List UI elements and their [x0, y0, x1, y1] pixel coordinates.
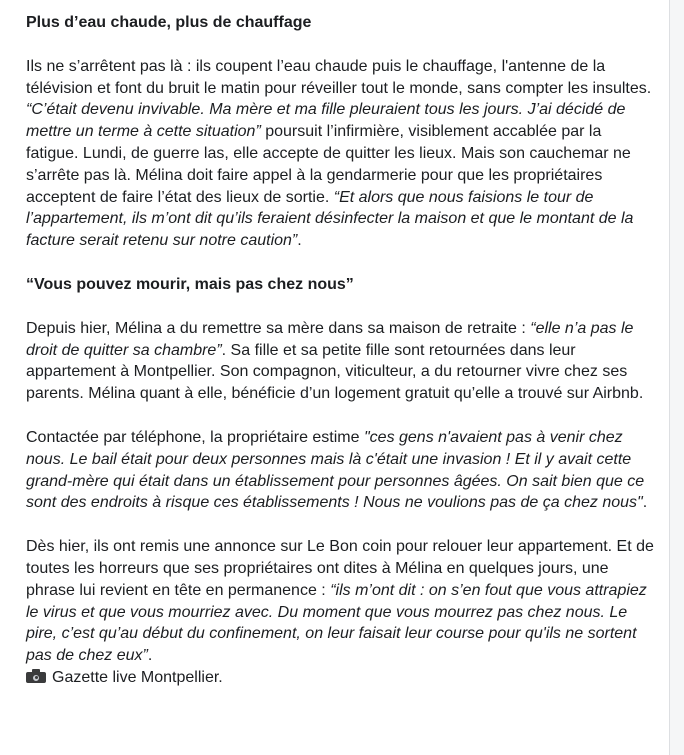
paragraph-text: Contactée par téléphone, la propriétaire estime: [26, 428, 364, 446]
paragraph-owner-statement: [26, 427, 658, 514]
spacer: [26, 296, 658, 318]
paragraph-since-yesterday: [26, 318, 658, 405]
camera-icon: [26, 669, 46, 683]
photo-credit: [26, 667, 658, 689]
quote-text: "ces gens n'avaient pas à venir chez nous. Le bail était pour deux personnes mais là c'était une invasion ! Et il y avait cette grand-mère qui était dans un établissement pour personnes âgées. On sait bien que ce sont des endroits à risque ces établissements ! Nous ne voulions pas de ça chez nous": [26, 428, 645, 512]
paragraph-text: .: [642, 494, 648, 512]
quote-text: “Et alors que nous faisions le tour de l’appartement, ils m’ont dit qu’ils feraient désinfecter la maison et que le montant de la facture serait retenu sur notre caution”: [26, 188, 634, 250]
paragraph-text: Ils ne s’arrêtent pas là : ils coupent l’eau chaude puis le chauffage, l'antenne de la télévision et font du bruit le matin pour réveiller tout le monde, sans compter les insultes.: [26, 57, 652, 97]
spacer: [26, 405, 658, 427]
section-heading-hot-water: Plus d’eau chaude, plus de chauffage: [26, 14, 312, 31]
quote-text: “elle n’a pas le droit de quitter sa chambre”: [26, 319, 634, 359]
quote-text: “C’était devenu invivable. Ma mère et ma fille pleuraient tous les jours. J’ai décidé de mettre un terme à cette situation”: [26, 101, 626, 141]
paragraph-text: Depuis hier, Mélina a du remettre sa mère dans sa maison de retraite :: [26, 319, 531, 337]
credit-text: Gazette live Montpellier.: [52, 668, 223, 686]
paragraph-text: .: [147, 647, 153, 665]
paragraph-text: poursuit l’infirmière, visiblement accablée par la fatigue. Lundi, de guerre las, elle accepte de quitter les lieux. Mais son cauchemar ne s’arrête pas là. Mélina doit faire appel à la gendarmerie pour que les propriétaires acceptent de faire l’état des lieux de sortie.: [26, 123, 631, 206]
article-content: [26, 12, 658, 689]
quote-text: “ils m’ont dit : on s’en fout que vous attrapiez le virus et que vous mourriez avec. Du moment que vous mourrez pas chez nous. Le pire, c’est qu’au début du confinement, on leur faisait leur course pour qu'ils ne sortent pas de chez eux”: [26, 581, 647, 665]
scrollbar-track[interactable]: [669, 0, 684, 755]
paragraph-text: .: [297, 232, 302, 250]
paragraph-new-listing: [26, 536, 658, 667]
paragraph-text: Dès hier, ils ont remis une annonce sur Le Bon coin pour relouer leur appartement. Et de toutes les horreurs que ses propriétaires ont dites à Mélina en quelques jours, une phrase lui revient en tête en permanence :: [26, 538, 654, 599]
spacer: [26, 514, 658, 536]
paragraph-eviction: [26, 56, 658, 252]
spacer: [26, 252, 658, 274]
section-heading-die: “Vous pouvez mourir, mais pas chez nous”: [26, 275, 354, 293]
paragraph-text: . Sa fille et sa petite fille sont retournées dans leur appartement à Montpellier. Son compagnon, viticulteur, a du retourner vivre chez ses parents. Mélina quant à elle, bénéficie d’un logement gratuit qu’elle a trouvé sur Airbnb.: [26, 341, 644, 403]
spacer: [26, 34, 658, 56]
